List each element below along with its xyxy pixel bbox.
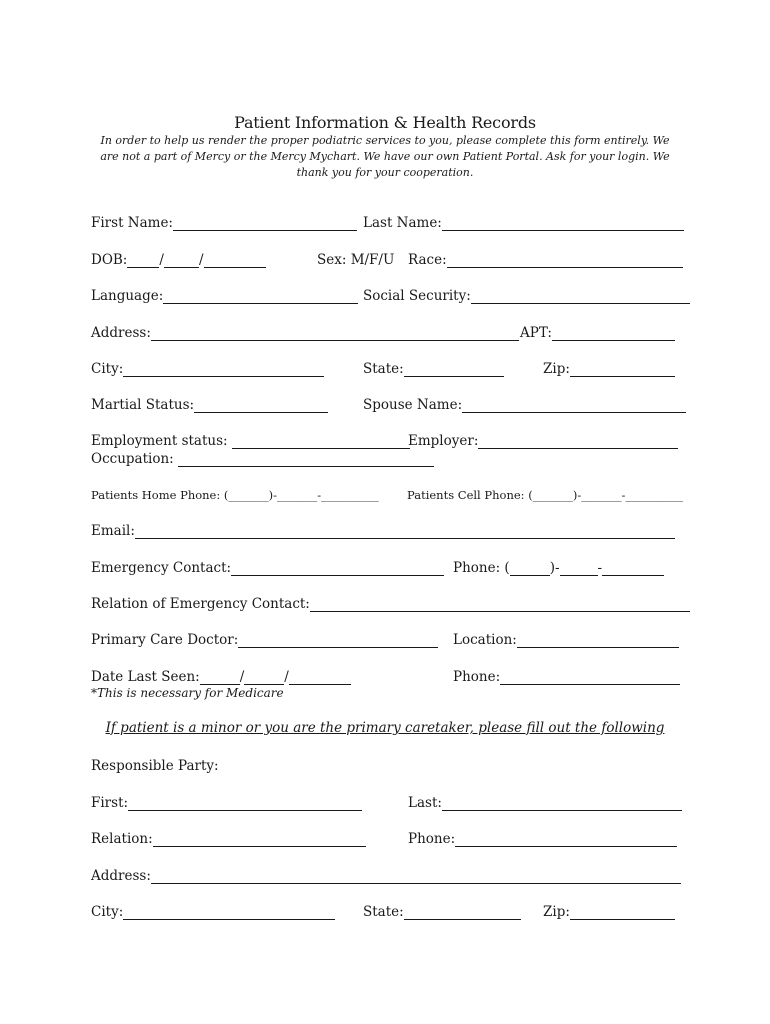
- language-label: Language:: [91, 288, 164, 304]
- race-field: [408, 252, 683, 268]
- address-label: Address:: [91, 325, 151, 341]
- emergency-phone-dash: -: [597, 560, 603, 576]
- race-input[interactable]: [447, 266, 683, 268]
- zip-field: [543, 361, 675, 377]
- responsible-state-field: [363, 904, 521, 920]
- responsible-phone-label: Phone:: [408, 831, 456, 847]
- responsible-address-field: [91, 868, 681, 884]
- state-label: State:: [363, 361, 404, 377]
- responsible-last-field: [408, 795, 682, 811]
- emergency-phone-prefix: Phone: (: [453, 560, 510, 576]
- employment-status-label: Employment status:: [91, 433, 228, 449]
- emergency-relation-field: [91, 596, 690, 612]
- emergency-phone-area-input[interactable]: [510, 574, 550, 576]
- responsible-city-field: [91, 904, 335, 920]
- dob-slash-1: /: [159, 252, 164, 268]
- responsible-address-input[interactable]: [151, 882, 681, 884]
- responsible-city-label: City:: [91, 904, 124, 920]
- state-input[interactable]: [404, 375, 504, 377]
- date-last-seen-label: Date Last Seen:: [91, 669, 200, 685]
- minor-section-heading: If patient is a minor or you are the primary caretaker, please fill out the following: [105, 720, 665, 736]
- city-label: City:: [91, 361, 124, 377]
- responsible-party-label: Responsible Party:: [91, 758, 219, 774]
- ssn-input[interactable]: [471, 302, 690, 304]
- pcp-phone-label: Phone:: [453, 669, 501, 685]
- date-last-seen-slash-1: /: [239, 669, 245, 685]
- emergency-contact-input[interactable]: [231, 574, 444, 576]
- apt-label: APT:: [520, 325, 552, 341]
- zip-input[interactable]: [570, 375, 675, 377]
- first-name-input[interactable]: [173, 229, 357, 231]
- emergency-relation-label: Relation of Emergency Contact:: [91, 596, 310, 612]
- emergency-contact-label: Emergency Contact:: [91, 560, 232, 576]
- spouse-name-input[interactable]: [462, 411, 686, 413]
- pcp-label: Primary Care Doctor:: [91, 632, 239, 648]
- page-title: Patient Information & Health Records: [234, 113, 536, 132]
- responsible-last-label: Last:: [408, 795, 442, 811]
- medicare-note: *This is necessary for Medicare: [91, 686, 284, 700]
- responsible-city-input[interactable]: [123, 918, 335, 920]
- sex-field[interactable]: Sex: M/F/U: [317, 252, 395, 268]
- spouse-name-label: Spouse Name:: [363, 397, 463, 413]
- employer-field: [408, 433, 678, 449]
- emergency-phone-field: [453, 560, 664, 576]
- responsible-zip-label: Zip:: [543, 904, 570, 920]
- employment-status-input[interactable]: [232, 447, 410, 449]
- address-input[interactable]: [151, 339, 519, 341]
- responsible-phone-field: [408, 831, 677, 847]
- occupation-label: Occupation:: [91, 451, 174, 467]
- city-input[interactable]: [123, 375, 324, 377]
- responsible-relation-input[interactable]: [153, 845, 366, 847]
- home-phone-field[interactable]: Patients Home Phone: (_______)-_______-__________: [91, 488, 379, 502]
- responsible-first-field: [91, 795, 362, 811]
- emergency-phone-line-input[interactable]: [602, 574, 664, 576]
- last-name-label: Last Name:: [363, 215, 442, 231]
- responsible-phone-input[interactable]: [455, 845, 677, 847]
- date-last-seen-field: [91, 669, 351, 685]
- pcp-phone-field: [453, 669, 680, 685]
- pcp-input[interactable]: [238, 646, 438, 648]
- cell-phone-field[interactable]: Patients Cell Phone: (_______)-_______-__________: [407, 488, 683, 502]
- ssn-label: Social Security:: [363, 288, 471, 304]
- dob-day-input[interactable]: [164, 266, 199, 268]
- address-field: [91, 325, 519, 341]
- language-field: [91, 288, 358, 304]
- race-label: Race:: [408, 252, 447, 268]
- last-name-input[interactable]: [442, 229, 684, 231]
- state-field: [363, 361, 504, 377]
- occupation-input[interactable]: [178, 465, 434, 467]
- employer-input[interactable]: [478, 447, 678, 449]
- date-last-seen-day-input[interactable]: [244, 683, 284, 685]
- responsible-relation-label: Relation:: [91, 831, 153, 847]
- city-field: [91, 361, 324, 377]
- emergency-phone-mid: )-: [549, 560, 560, 576]
- apt-input[interactable]: [552, 339, 675, 341]
- zip-label: Zip:: [543, 361, 570, 377]
- location-field: [453, 632, 679, 648]
- ssn-field: [363, 288, 690, 304]
- date-last-seen-month-input[interactable]: [200, 683, 240, 685]
- responsible-first-label: First:: [91, 795, 129, 811]
- responsible-first-input[interactable]: [128, 809, 362, 811]
- marital-status-input[interactable]: [194, 411, 328, 413]
- last-name-field: [363, 215, 684, 231]
- emergency-phone-prefix-input[interactable]: [560, 574, 598, 576]
- email-label: Email:: [91, 523, 135, 539]
- occupation-field: [91, 451, 434, 467]
- dob-slash-2: /: [198, 252, 204, 268]
- dob-year-input[interactable]: [204, 266, 266, 268]
- first-name-label: First Name:: [91, 215, 173, 231]
- apt-field: [520, 325, 675, 341]
- emergency-contact-field: [91, 560, 444, 576]
- employment-status-field: [91, 433, 410, 449]
- responsible-state-label: State:: [363, 904, 404, 920]
- emergency-relation-input[interactable]: [310, 610, 690, 612]
- location-label: Location:: [453, 632, 517, 648]
- dob-field: [91, 252, 266, 268]
- language-input[interactable]: [163, 302, 358, 304]
- email-input[interactable]: [135, 537, 675, 539]
- employer-label: Employer:: [408, 433, 479, 449]
- dob-month-input[interactable]: [127, 266, 159, 268]
- date-last-seen-year-input[interactable]: [289, 683, 351, 685]
- responsible-zip-input[interactable]: [570, 918, 675, 920]
- email-field: [91, 523, 675, 539]
- first-name-field: [91, 215, 357, 231]
- spouse-name-field: [363, 397, 686, 413]
- marital-status-label: Martial Status:: [91, 397, 195, 413]
- dob-label: DOB:: [91, 252, 128, 268]
- responsible-last-input[interactable]: [442, 809, 682, 811]
- date-last-seen-slash-2: /: [284, 669, 289, 685]
- pcp-field: [91, 632, 438, 648]
- pcp-phone-input[interactable]: [500, 683, 680, 685]
- responsible-state-input[interactable]: [404, 918, 521, 920]
- intro-text: In order to help us render the proper podiatric services to you, please complete this form entirely. We are not a part of Mercy or the Mercy Mychart. We have our own Patient Portal. Ask for your login. We thank you for your cooperation.: [100, 134, 670, 179]
- marital-status-field: [91, 397, 328, 413]
- responsible-relation-field: [91, 831, 366, 847]
- location-input[interactable]: [517, 646, 679, 648]
- responsible-address-label: Address:: [91, 868, 151, 884]
- responsible-zip-field: [543, 904, 675, 920]
